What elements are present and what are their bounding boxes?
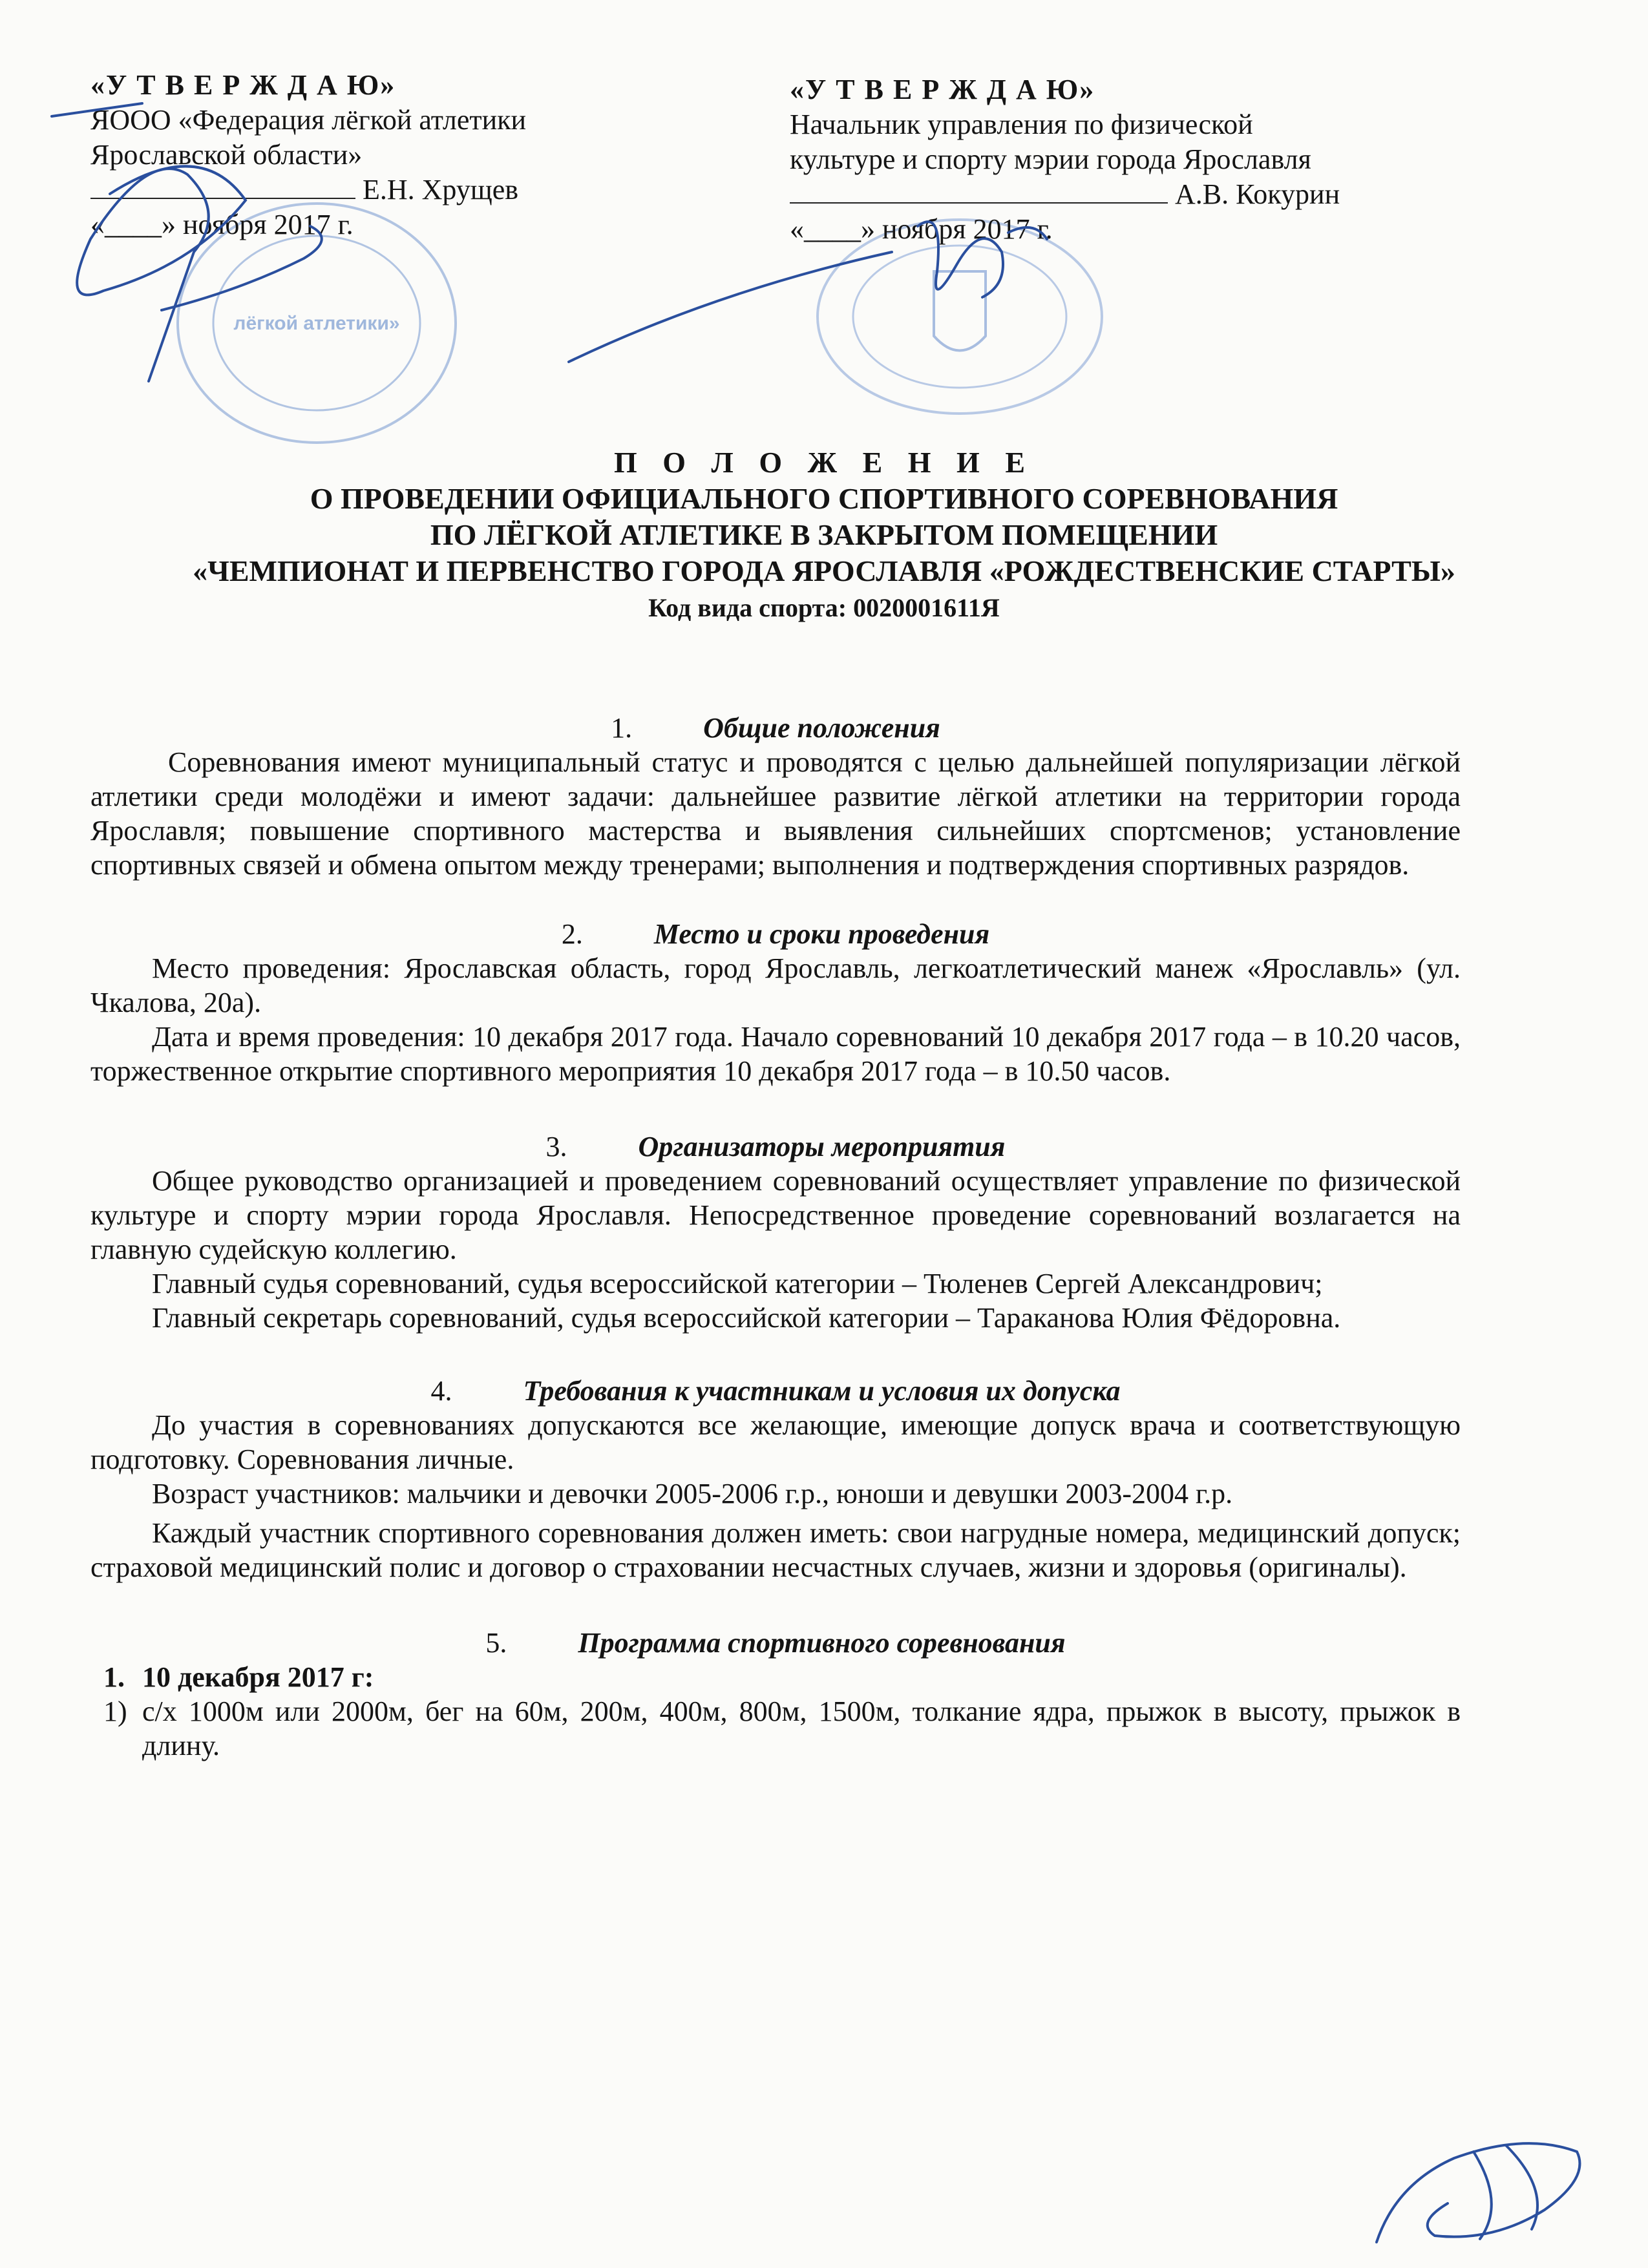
section-3-heading	[90, 1129, 1461, 1164]
approval-left-org-line1: ЯООО «Федерация лёгкой атлетики	[90, 104, 527, 136]
section-2-title: Место и сроки проведения	[653, 918, 990, 950]
section-1-heading	[90, 711, 1461, 745]
section-4-paragraph-3: Каждый участник спортивного соревнования должен иметь: свои нагрудные номера, медицинский допуск; страховой медицинский полис и договор о страховании несчастных случаев, жизни и здоровья (оригиналы).	[90, 1517, 1461, 1583]
approval-right-org-line1: Начальник управления по физической	[790, 109, 1253, 140]
title-line1: О ПРОВЕДЕНИИ ОФИЦИАЛЬНОГО СПОРТИВНОГО СОРЕВНОВАНИЯ	[310, 482, 1338, 515]
section-4-paragraph-1: До участия в соревнованиях допускаются все желающие, имеющие допуск врача и соответствующую подготовку. Соревнования личные.	[90, 1409, 1461, 1475]
program-day-number: 1.	[103, 1661, 125, 1693]
section-5-number: 5.	[485, 1627, 507, 1659]
approval-right-date: «____» ноября 2017 г.	[790, 213, 1053, 245]
section-3-number: 3.	[545, 1131, 567, 1162]
title-line2: ПО ЛЁГКОЙ АТЛЕТИКЕ В ЗАКРЫТОМ ПОМЕЩЕНИИ	[430, 518, 1218, 551]
document-title	[142, 445, 1506, 627]
section-3-paragraph-3: Главный секретарь соревнований, судья всероссийской категории – Тараканова Юлия Фёдоровна.	[152, 1302, 1341, 1334]
section-4-paragraph-2: Возраст участников: мальчики и девочки 2005-2006 г.р., юноши и девушки 2003-2004 г.р.	[152, 1478, 1233, 1509]
program-day-item	[90, 1660, 1461, 1694]
program-events-number: 1)	[103, 1696, 127, 1727]
section-5-title: Программа спортивного соревнования	[578, 1627, 1066, 1659]
approval-right-org-line2: культуре и спорту мэрии города Ярославля	[790, 143, 1311, 175]
section-3-paragraph-1: Общее руководство организацией и проведением соревнований осуществляет управление по физической культуре и спорту мэрии города Ярославля. Непосредственное проведение соревнований возлагается на главную судейскую коллегию.	[90, 1165, 1461, 1265]
section-4-heading	[90, 1374, 1461, 1408]
approval-right-heading: «У Т В Е Р Ж Д А Ю»	[790, 74, 1095, 105]
section-3-title: Организаторы мероприятия	[638, 1131, 1006, 1162]
program-events-text: с/х 1000м или 2000м, бег на 60м, 200м, 400м, 800м, 1500м, толкание ядра, прыжок в высоту, прыжок в длину.	[142, 1696, 1461, 1761]
section-4-number: 4.	[430, 1375, 452, 1407]
section-2-paragraph-1: Место проведения: Ярославская область, город Ярославль, легкоатлетический манеж «Ярославль» (ул. Чкалова, 20а).	[90, 952, 1461, 1018]
title-word: П О Л О Ж Е Н И Е	[613, 446, 1035, 479]
approval-left-heading: «У Т В Е Р Ж Д А Ю»	[90, 69, 396, 101]
approval-right-name: А.В. Кокурин	[1175, 178, 1340, 210]
section-3-paragraph-2: Главный судья соревнований, судья всероссийской категории – Тюленев Сергей Александрович;	[152, 1268, 1323, 1299]
sport-code: Код вида спорта: 0020001611Я	[648, 593, 1000, 622]
section-1-number: 1.	[611, 712, 633, 744]
section-1-title: Общие положения	[703, 712, 940, 744]
approval-left-date: «____» ноября 2017 г.	[90, 209, 354, 240]
approval-left-name: Е.Н. Хрущев	[363, 174, 519, 205]
section-4-title: Требования к участникам и условия их допуска	[523, 1375, 1121, 1407]
left-signature-scribble	[32, 97, 433, 407]
section-2-number: 2.	[561, 918, 583, 950]
section-2-heading	[90, 917, 1461, 951]
section-1-paragraph-1: Соревнования имеют муниципальный статус и проводятся с целью дальнейшей популяризации лёгкой атлетики среди молодёжи и имеют задачи: дальнейшее развитие лёгкой атлетики на территории города Ярославля; повышение спортивного мастерства и выявления сильнейших спортсменов; установление спортивных связей и обмена опытом между тренерами; выполнения и подтверждения спортивных разрядов.	[90, 746, 1461, 881]
bottom-signature-scribble	[1357, 2126, 1603, 2255]
stamp-left-text: лёгкой атлетики»	[233, 313, 400, 334]
program-day-date: 10 декабря 2017 г:	[142, 1661, 374, 1693]
document-body	[90, 711, 1461, 1763]
section-5-heading	[90, 1626, 1461, 1660]
section-2-paragraph-2: Дата и время проведения: 10 декабря 2017 года. Начало соревнований 10 декабря 2017 года – в 10.20 часов, торжественное открытие спортивного мероприятия 10 декабря 2017 года – в 10.50 часов.	[90, 1021, 1461, 1087]
approval-left-org-line2: Ярославской области»	[90, 139, 363, 171]
title-line3: «ЧЕМПИОНАТ И ПЕРВЕНСТВО ГОРОДА ЯРОСЛАВЛЯ «РОЖДЕСТВЕНСКИЕ СТАРТЫ»	[193, 554, 1455, 587]
program-events-item	[90, 1694, 1461, 1763]
right-signature-scribble	[556, 194, 1060, 375]
